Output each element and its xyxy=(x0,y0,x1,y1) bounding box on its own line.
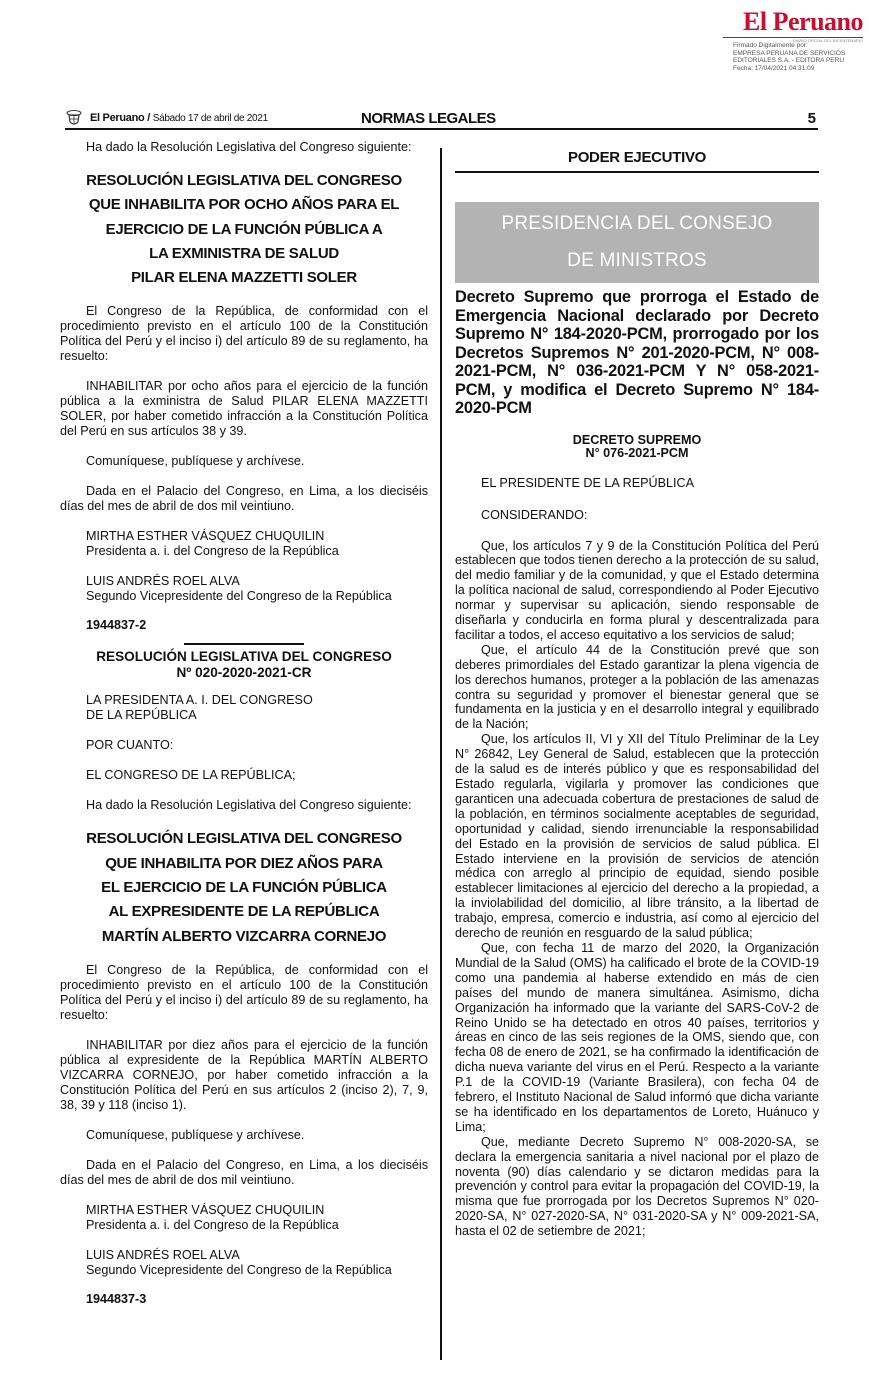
section-poder-ejecutivo: PODER EJECUTIVO xyxy=(455,150,819,173)
page-number: 5 xyxy=(807,110,816,127)
heading-line: RESOLUCIÓN LEGISLATIVA DEL CONGRESO xyxy=(86,172,402,189)
column-divider xyxy=(440,148,442,1360)
ministry-line: PRESIDENCIA DEL CONSEJO xyxy=(501,213,773,234)
congreso-line: EL CONGRESO DE LA REPÚBLICA; xyxy=(86,768,296,783)
ministry-banner xyxy=(455,202,819,283)
heading-line: AL EXPRESIDENTE DE LA REPÚBLICA xyxy=(108,903,380,921)
considerando-paragraph: Que, con fecha 11 de marzo del 2020, la Organización Mundial de la Salud (OMS) ha calificado el brote de la COVID-19 como una pandemia al haberse extendido en más de cien países del mundo de manera simultánea. Asimismo, dicha Organización ha informado que la variante del SARS-CoV-2 de Reino Unido se ha detectado en otros 40 países, territorios y áreas en cinco de las seis regiones de la OMS, siendo que, con fecha 08 de enero de 2021, se ha confirmado la identificación de dicha nueva variante del virus en el Perú. Respecto a la variante P.1 de la COVID-19 (Variante Brasilera), con fecha 04 de febrero, el Instituto Nacional de Salud informó que dicha variante se ha identificado en los departamentos de Loreto, Huánuco y Lima; xyxy=(455,940,819,1134)
publication-name xyxy=(90,112,268,124)
heading-line: QUE INHABILITA POR DIEZ AÑOS PARA xyxy=(105,854,383,872)
resolution-title: RESOLUCIÓN LEGISLATIVA DEL CONGRESO xyxy=(96,649,392,665)
left-column xyxy=(60,140,428,1307)
considerando-paragraph: Que, el artículo 44 de la Constitución prevé que son deberes primordiales del Estado garantizar la plena vigencia de los derechos humanos, proteger a la población de las amenazas contra su seguridad y promover el bienestar general que se fundamenta en la justicia y en el desarrollo integral y equilibrado de la Nación; xyxy=(455,642,819,732)
page-header xyxy=(65,108,818,130)
document-code: 1944837-3 xyxy=(86,1291,147,1306)
signature-block xyxy=(60,1203,428,1233)
right-column xyxy=(455,150,819,1239)
signer-name: LUIS ANDRÉS ROEL ALVA xyxy=(86,1247,240,1262)
document-code: 1944837-2 xyxy=(86,618,147,633)
heading-line: MARTÍN ALBERTO VIZCARRA CORNEJO xyxy=(101,927,387,945)
considerando-paragraph: Que, los artículos II, VI y XII del Título Preliminar de la Ley N° 26842, Ley General de Salud, establecen que la protección de la salud es de interés público y que es responsabilidad del Estado regularla, vigilarla y promover las condiciones que garanticen una adecuada cobertura de prestaciones de salud de la población, en términos socialmente aceptables de seguridad, oportunidad y calidad, siendo irrenunciable la responsabilidad del Estado en la provisión de servicios de salud pública. El Estado interviene en la provisión de servicios de atención médica con arreglo al principio de equidad, siendo posible establecer limitaciones al ejercicio del derecho a la propiedad, a la inviolabilidad del domicilio, al libre tránsito, a la libertad de trabajo, empresa, comercio e industria, así como al ejercicio del derecho de reunión en resguardo de la salud pública; xyxy=(455,732,819,941)
signature-block xyxy=(60,574,428,604)
body-paragraph: El Congreso de la República, de conformidad con el procedimiento previsto en el artículo 100 de la Constitución Política del Perú y el inciso i) del artículo 89 de su reglamento, ha resuelto: xyxy=(60,304,428,364)
presidente-line: EL PRESIDENTE DE LA REPÚBLICA xyxy=(481,475,694,490)
decree-number: N° 076-2021-PCM xyxy=(585,445,689,460)
issuer-block xyxy=(60,693,428,723)
signer-role: Presidenta a. i. del Congreso de la República xyxy=(86,1217,339,1232)
intro-paragraph: Ha dado la Resolución Legislativa del Congreso siguiente: xyxy=(86,140,412,154)
signature-block xyxy=(60,1248,428,1278)
signer-name: LUIS ANDRÉS ROEL ALVA xyxy=(86,574,240,589)
separator-rule xyxy=(184,643,304,645)
logo-tagline: DIARIO OFICIAL DEL BICENTENARIO xyxy=(723,37,863,43)
considerando-paragraph: Que, los artículos 7 y 9 de la Constitución Política del Perú establecen que todos tienen derecho a la protección de su salud, del medio familiar y de la comunidad, y que el Estado determina la política nacional de salud, correspondiendo al Poder Ejecutivo normar y supervisar su aplicación, siendo responsable de diseñarla y conducirla en forma plural y descentralizada para facilitar a todos, el acceso equitativo a los servicios de salud; xyxy=(455,538,819,642)
stamp-line: Fecha: 17/04/2021 04:31:09 xyxy=(733,64,815,72)
body-paragraph: INHABILITAR por diez años para el ejercicio de la función pública al expresidente de la República MARTÍN ALBERTO VIZCARRA CORNEJO, por haber cometido infracción a la Constitución Política del Perú en sus artículos 2 (inciso 2), 7, 9, 38, 39 y 118 (inciso 1). xyxy=(60,1037,428,1112)
issuer-line: LA PRESIDENTA A. I. DEL CONGRESO xyxy=(86,693,313,708)
heading-line: QUE INHABILITA POR OCHO AÑOS PARA EL xyxy=(88,196,400,214)
body-paragraph: Comuníquese, publíquese y archívese. xyxy=(86,454,305,469)
body-paragraph: INHABILITAR por ocho años para el ejercicio de la función pública a la exministra de Salud PILAR ELENA MAZZETTI SOLER, por haber cometido infracción a la Constitución Política del Perú en sus artículos 38 y 39. xyxy=(60,379,428,439)
body-paragraph: El Congreso de la República, de conformidad con el procedimiento previsto en el artículo 100 de la Constitución Política del Perú y el inciso i) del artículo 89 de su reglamento, ha resuelto: xyxy=(60,962,428,1022)
el-peruano-logo xyxy=(723,8,863,43)
stamp-line: Firmado Digitalmente por: xyxy=(733,42,808,49)
signer-name: MIRTHA ESTHER VÁSQUEZ CHUQUILIN xyxy=(86,529,325,544)
considerando-line: CONSIDERANDO: xyxy=(481,507,588,522)
heading-line: EL EJERCICIO DE LA FUNCIÓN PÚBLICA xyxy=(101,879,387,897)
body-paragraph: Dada en el Palacio del Congreso, en Lima, a los dieciséis días del mes de abril de dos mil veintiuno. xyxy=(60,1157,428,1187)
body-paragraph: Dada en el Palacio del Congreso, en Lima, a los dieciséis días del mes de abril de dos mil veintiuno. xyxy=(60,484,428,514)
por-cuanto: POR CUANTO: xyxy=(86,738,174,753)
heading-line: LA EXMINISTRA DE SALUD xyxy=(149,244,339,262)
coat-of-arms-icon xyxy=(65,110,83,127)
signer-name: MIRTHA ESTHER VÁSQUEZ CHUQUILIN xyxy=(86,1202,325,1217)
intro-paragraph: Ha dado la Resolución Legislativa del Congreso siguiente: xyxy=(86,798,412,813)
heading-line: EJERCICIO DE LA FUNCIÓN PÚBLICA A xyxy=(105,220,383,238)
decree-heading xyxy=(455,434,819,460)
body-paragraph: Comuníquese, publíquese y archívese. xyxy=(86,1127,305,1142)
resolution-heading-1 xyxy=(60,169,428,290)
signature-block xyxy=(60,529,428,559)
issuer-line: DE LA REPÚBLICA xyxy=(86,708,197,723)
decree-type: DECRETO SUPREMO xyxy=(572,432,702,447)
signer-role: Segundo Vicepresidente del Congreso de la República xyxy=(86,589,392,604)
ministry-line: DE MINISTROS xyxy=(567,250,707,271)
heading-line: RESOLUCIÓN LEGISLATIVA DEL CONGRESO xyxy=(86,830,402,848)
signer-role: Presidenta a. i. del Congreso de la República xyxy=(86,544,339,559)
stamp-line: EDITORIALES S.A. - EDITORA PERU xyxy=(733,57,845,64)
digital-signature-stamp xyxy=(733,42,865,72)
decree-title: Decreto Supremo que prorroga el Estado de Emergencia Nacional declarado por Decreto Supremo N° 184-2020-PCM, prorrogado por los Decretos Supremos N° 201-2020-PCM, N° 008-2021-PCM, N° 036-2021-PCM Y N° 058-2021-PCM, y modifica el Decreto Supremo N° 184-2020-PCM xyxy=(455,288,819,417)
section-title: NORMAS LEGALES xyxy=(361,110,496,127)
resolution-number: Nº 020-2020-2021-CR xyxy=(176,665,312,681)
heading-line: PILAR ELENA MAZZETTI SOLER xyxy=(131,269,357,287)
resolution-heading-2 xyxy=(60,827,428,948)
signer-role: Segundo Vicepresidente del Congreso de la República xyxy=(86,1262,392,1277)
logo-text: El Peruano xyxy=(743,7,863,36)
publication-title: El Peruano / xyxy=(90,112,150,124)
stamp-line: EMPRESA PERUANA DE SERVICIOS xyxy=(733,49,846,57)
considerando-paragraph: Que, mediante Decreto Supremo N° 008-2020-SA, se declara la emergencia sanitaria a nivel nacional por el plazo de noventa (90) días calendario y se dictaron medidas para la prevención y control para evitar la propagación del COVID-19, la misma que fue prorrogada por los Decretos Supremos N° 020-2020-SA, N° 027-2020-SA, N° 031-2020-SA y N° 009-2021-SA, hasta el 02 de setiembre de 2021; xyxy=(455,1134,819,1239)
publication-date: Sábado 17 de abril de 2021 xyxy=(152,113,268,124)
